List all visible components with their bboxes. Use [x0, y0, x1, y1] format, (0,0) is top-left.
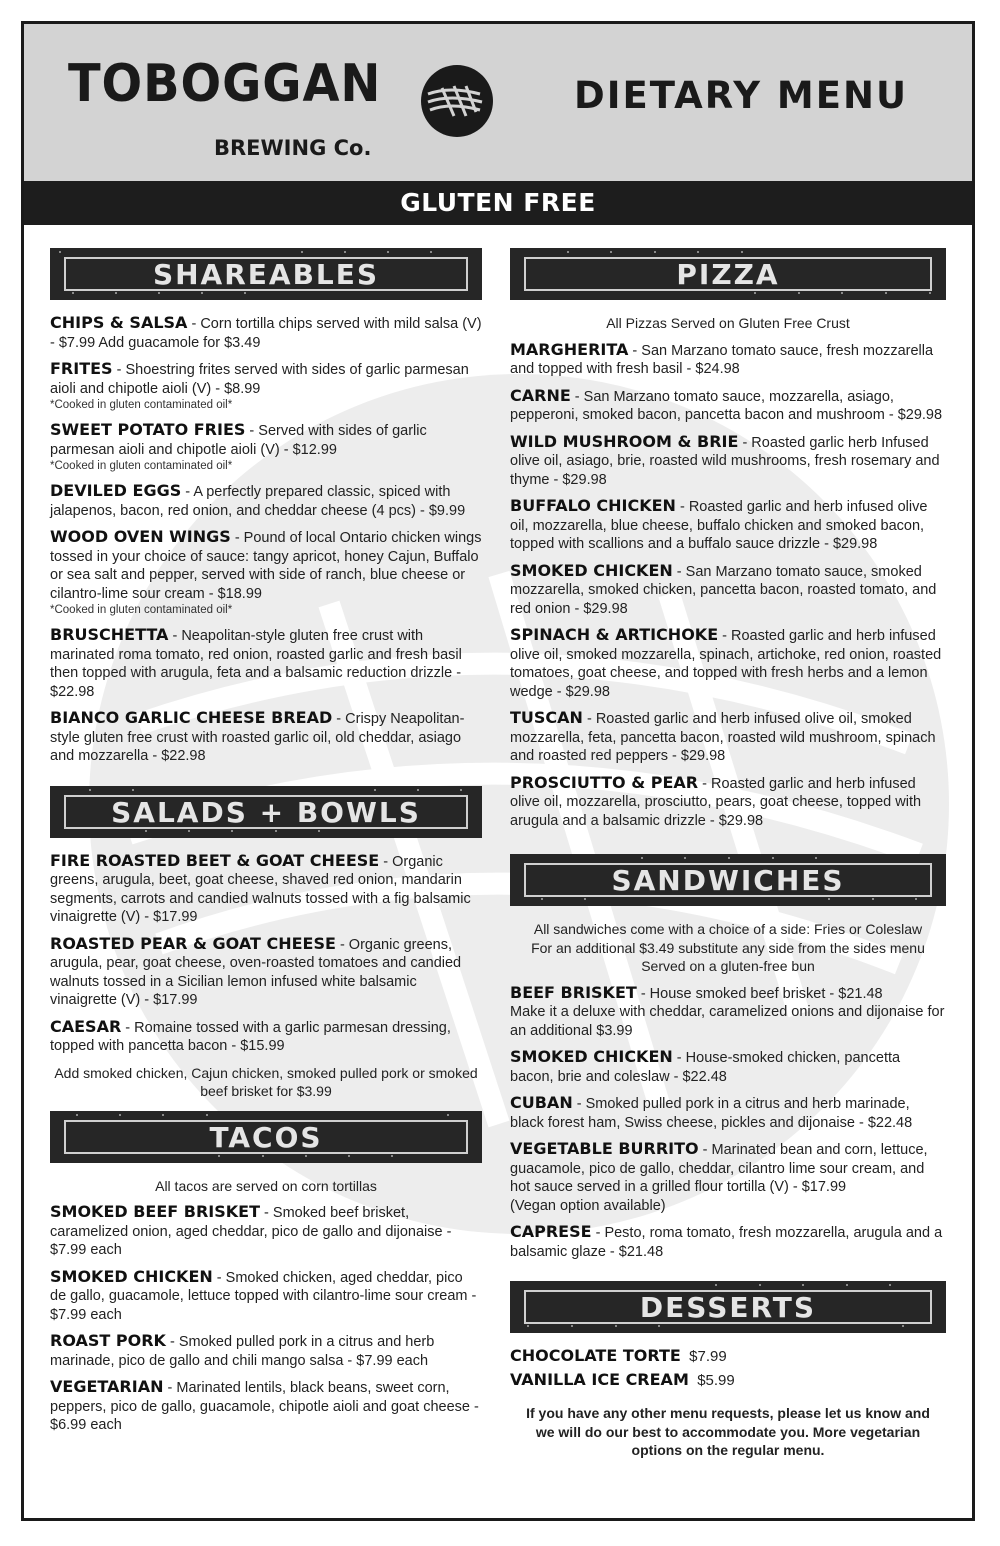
- menu-item: SMOKED CHICKEN - Smoked chicken, aged cheddar, pico de gallo, guacamole, lettuce topped with cilantro-lime sour cream - $7.99 each: [50, 1266, 477, 1323]
- section-heading: TACOS: [64, 1120, 468, 1154]
- banner-speck: [697, 251, 699, 253]
- menu-item: FIRE ROASTED BEET & GOAT CHEESE - Organic greens, arugula, beet, goat cheese, shaved red onion, mandarin segments, carrots and candied walnuts tossed with a fig balsamic vinaigrette (V) - $17.99: [50, 850, 471, 925]
- banner-speck: [344, 251, 346, 253]
- banner-speck: [417, 789, 419, 791]
- banner-speck: [374, 789, 376, 791]
- banner-speck: [567, 251, 569, 253]
- banner-speck: [798, 292, 800, 294]
- banner-speck: [447, 1114, 449, 1116]
- banner-speck: [348, 1155, 350, 1157]
- gluten-free-bar: GLUTEN FREE: [24, 181, 972, 225]
- banner-speck: [391, 1155, 393, 1157]
- banner-speck: [201, 292, 203, 294]
- menu-item: PROSCIUTTO & PEAR - Roasted garlic and herb infused olive oil, mozzarella, prosciutto, pears, goat cheese, topped with arugula and a balsamic drizzle - $29.98: [510, 772, 922, 829]
- toboggan-emblem-icon: [420, 64, 494, 138]
- banner-speck: [132, 789, 134, 791]
- item-note: *Cooked in gluten contaminated oil*: [50, 460, 233, 472]
- banner-speck: [728, 857, 730, 859]
- menu-item: FRITES - Shoestring frites served with sides of garlic parmesan aioli and chipotle aioli (V) - $8.99 *Cooked in gluten contaminated oil*: [50, 360, 482, 413]
- banner-speck: [59, 251, 61, 253]
- banner-speck: [541, 898, 543, 900]
- item-note: *Cooked in gluten contaminated oil*: [50, 399, 233, 411]
- menu-item: CAESAR - Romaine tossed with a garlic parmesan dressing, topped with pancetta bacon - $15.99: [50, 1016, 451, 1054]
- banner-speck: [802, 1284, 804, 1286]
- banner-speck: [872, 898, 874, 900]
- shareables-banner: [50, 248, 482, 300]
- banner-speck: [206, 1114, 208, 1116]
- section-heading: SALADS + BOWLS: [64, 795, 468, 829]
- banner-speck: [158, 292, 160, 294]
- page-title: DIETARY MENU: [574, 74, 909, 117]
- banner-speck: [741, 251, 743, 253]
- desserts-banner: [510, 1281, 946, 1333]
- brand-logo: [68, 54, 409, 160]
- menu-item: BIANCO GARLIC CHEESE BREAD - Crispy Neapolitan-style gluten free crust with roasted garlic oil, old cheddar, asiago and mozzarella - $22.98: [50, 708, 465, 764]
- menu-item: SWEET POTATO FRIES - Served with sides of garlic parmesan aioli and chipotle aioli (V) - $12.99 *Cooked in gluten contaminated oil*: [50, 421, 482, 474]
- menu-item: BEEF BRISKET - House smoked beef brisket - $21.48 Make it a deluxe with cheddar, caramelized onions and dijonaise for an additional $3.99: [510, 982, 945, 1039]
- item-note: *Cooked in gluten contaminated oil*: [50, 604, 233, 616]
- salad-addon-note: Add smoked chicken, Cajun chicken, smoked pulled pork or smoked beef brisket for $3.99: [54, 1064, 478, 1099]
- banner-speck: [654, 251, 656, 253]
- banner-speck: [89, 789, 91, 791]
- banner-speck: [218, 1155, 220, 1157]
- menu-item: SPINACH & ARTICHOKE - Roasted garlic and herb infused olive oil, smoked mozzarella, spinach, artichoke, red onion, roasted tomatoes, goat cheese, and topped with fresh herbs and a lemon wedge - $29.98: [510, 625, 942, 700]
- item-extra: Make it a deluxe with cheddar, caramelized onions and dijonaise for an additional $3.99: [510, 1004, 945, 1039]
- sandwiches-banner: [510, 854, 946, 906]
- banner-speck: [305, 1155, 307, 1157]
- menu-item: SMOKED CHICKEN - House-smoked chicken, pancetta bacon, brie and coleslaw - $22.48: [510, 1047, 901, 1085]
- menu-item: BRUSCHETTA - Neapolitan-style gluten free crust with marinated roma tomato, red onion, roasted garlic and fresh basil then topped with arugula, feta and a balsamic reduction drizzle - $22.98: [50, 625, 462, 700]
- menu-item: CUBAN - Smoked pulled pork in a citrus and herb marinade, black forest ham, Swiss cheese, pickles and dijonaise - $22.48: [510, 1093, 913, 1131]
- banner-speck: [658, 1325, 660, 1327]
- banner-speck: [815, 857, 817, 859]
- banner-speck: [759, 1284, 761, 1286]
- menu-item: SMOKED BEEF BRISKET - Smoked beef brisket, caramelized onion, aged cheddar, pico de gallo and dijonaise - $7.99 each: [50, 1202, 452, 1258]
- item-extra: (Vegan option available): [510, 1197, 666, 1214]
- banner-speck: [615, 1325, 617, 1327]
- banner-speck: [610, 251, 612, 253]
- sandwiches-intro: All sandwiches come with a choice of a side: Fries or Coleslaw For an additional $3.49 substitute any side from the sides menu Served on a gluten-free bun: [531, 921, 925, 974]
- dessert-item: CHOCOLATE TORTE $7.99: [510, 1346, 727, 1365]
- menu-item: WOOD OVEN WINGS - Pound of local Ontario chicken wings tossed in your choice of sauce: tangy apricot, honey Cajun, Buffalo or sea salt and pepper, served with side of ranch, blue cheese or cilantro-lime sour cream - $18.99 *Cooked in gluten contaminated oil*: [50, 527, 482, 616]
- banner-speck: [841, 292, 843, 294]
- banner-speck: [244, 292, 246, 294]
- section-heading: SHAREABLES: [64, 257, 468, 291]
- menu-item: VEGETARIAN - Marinated lentils, black beans, sweet corn, peppers, pico de gallo, guacamole, chipotle aioli and goat cheese - $6.99 each: [50, 1377, 479, 1433]
- banner-speck: [929, 292, 931, 294]
- banner-speck: [76, 1114, 78, 1116]
- banner-speck: [72, 292, 74, 294]
- banner-speck: [119, 1114, 121, 1116]
- menu-item: CARNE - San Marzano tomato sauce, mozzarella, asiago, pepperoni, smoked bacon, pancetta bacon and mushroom - $29.98: [510, 385, 943, 423]
- banner-speck: [641, 857, 643, 859]
- banner-speck: [571, 1325, 573, 1327]
- tacos-intro: All tacos are served on corn tortillas: [155, 1177, 377, 1194]
- header: [24, 24, 972, 181]
- banner-speck: [188, 830, 190, 832]
- banner-speck: [387, 251, 389, 253]
- menu-page: [21, 21, 975, 1521]
- menu-item: TUSCAN - Roasted garlic and herb infused olive oil, smoked mozzarella, feta, pancetta bacon, roasted wild mushroom, spinach and roasted red peppers - $29.98: [510, 708, 936, 764]
- banner-speck: [460, 789, 462, 791]
- logo-wordmark: TOBOGGAN: [68, 54, 382, 114]
- banner-speck: [231, 830, 233, 832]
- section-heading: PIZZA: [524, 257, 932, 291]
- menu-item: WILD MUSHROOM & BRIE - Roasted garlic herb Infused olive oil, asiago, brie, roasted wild mushrooms, fresh rosemary and thyme - $29.98: [510, 431, 940, 488]
- menu-item: ROAST PORK - Smoked pulled pork in a citrus and herb marinade, pico de gallo and chili mango salsa - $7.99 each: [50, 1331, 435, 1369]
- menu-item: SMOKED CHICKEN - San Marzano tomato sauce, smoked mozzarella, smoked chicken, pancetta bacon, roasted tomato, and red onion - $29.98: [510, 560, 937, 617]
- dessert-item: VANILLA ICE CREAM $5.99: [510, 1369, 735, 1389]
- banner-speck: [885, 292, 887, 294]
- section-heading: DESSERTS: [524, 1290, 932, 1324]
- banner-speck: [145, 830, 147, 832]
- banner-speck: [754, 292, 756, 294]
- menu-item: VEGETABLE BURRITO - Marinated bean and corn, lettuce, guacamole, pico de gallo, cheddar, cilantro lime sour cream, and hot sauce served in a grilled flour tortilla (V) - $17.99 (Vegan option available): [510, 1140, 946, 1215]
- banner-speck: [162, 1114, 164, 1116]
- logo-subtitle: BREWING Co.: [214, 136, 372, 160]
- menu-item: DEVILED EGGS - A perfectly prepared classic, spiced with jalapenos, bacon, red onion, and cheddar cheese (4 pcs) - $9.99: [50, 481, 466, 519]
- banner-speck: [301, 251, 303, 253]
- banner-speck: [828, 898, 830, 900]
- menu-item: CHIPS & SALSA - Corn tortilla chips served with mild salsa (V) - $7.99 Add guacamole for $3.49: [50, 313, 482, 351]
- banner-speck: [115, 292, 117, 294]
- banner-speck: [318, 830, 320, 832]
- banner-speck: [915, 898, 917, 900]
- banner-speck: [772, 857, 774, 859]
- section-heading: SANDWICHES: [524, 863, 932, 897]
- banner-speck: [684, 857, 686, 859]
- banner-speck: [275, 830, 277, 832]
- banner-speck: [430, 251, 432, 253]
- menu-item: BUFFALO CHICKEN - Roasted garlic and herb infused olive oil, mozzarella, blue cheese, buffalo chicken and smoked bacon, topped with scallions and a buffalo sauce drizzle - $29.98: [510, 496, 928, 552]
- menu-item: MARGHERITA - San Marzano tomato sauce, fresh mozzarella and topped with fresh basil - $24.98: [510, 339, 934, 377]
- banner-speck: [889, 1284, 891, 1286]
- banner-speck: [715, 1284, 717, 1286]
- pizza-banner: [510, 248, 946, 300]
- menu-item: ROASTED PEAR & GOAT CHEESE - Organic greens, arugula, pear, goat cheese, oven-roasted tomatoes and candied walnuts tossed in a Sicilian lemon infused white balsamic vinaigrette (V) - $17.99: [50, 933, 462, 1008]
- banner-speck: [262, 1155, 264, 1157]
- menu-item: CAPRESE - Pesto, roma tomato, fresh mozzarella, arugula and a balsamic glaze - $21.48: [510, 1222, 943, 1260]
- banner-speck: [846, 1284, 848, 1286]
- footer-note: If you have any other menu requests, please let us know and we will do our best to accommodate you. More vegetarian options on the regular menu.: [526, 1405, 930, 1458]
- left-column: [50, 248, 482, 1443]
- salads-banner: [50, 786, 482, 838]
- banner-speck: [902, 1325, 904, 1327]
- pizza-intro: All Pizzas Served on Gluten Free Crust: [606, 315, 850, 331]
- right-column: [510, 248, 946, 1460]
- banner-speck: [584, 898, 586, 900]
- banner-speck: [527, 1325, 529, 1327]
- tacos-banner: [50, 1111, 482, 1163]
